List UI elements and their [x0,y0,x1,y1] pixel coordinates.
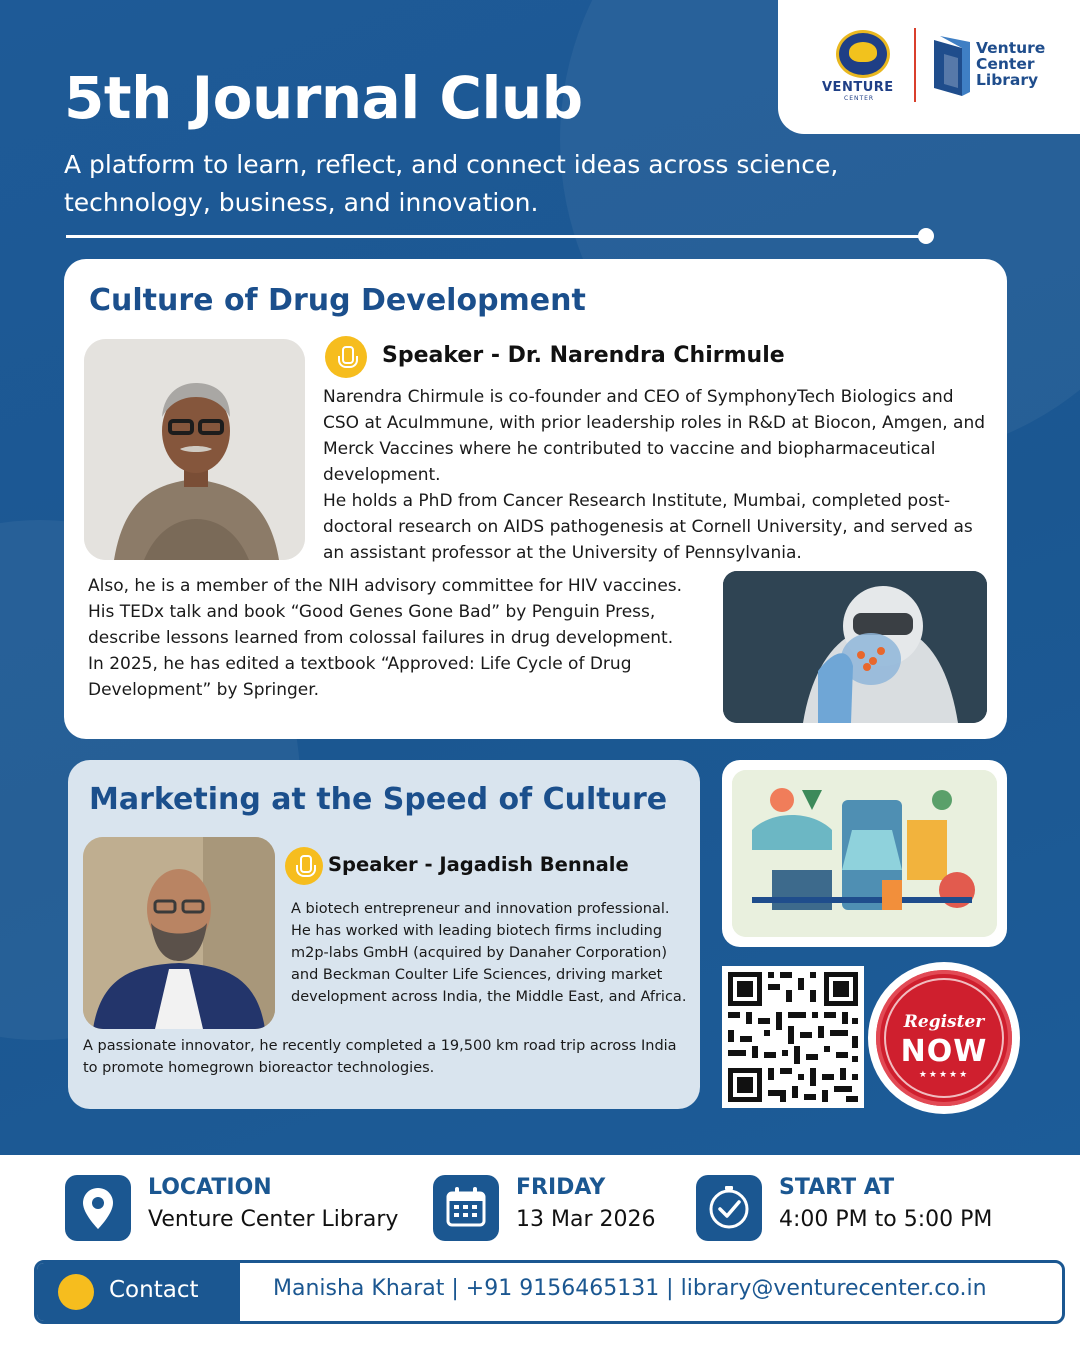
start-time-value: 4:00 PM to 5:00 PM [779,1207,993,1232]
speaker-name: Speaker - Jagadish Bennale [328,853,629,876]
register-now-label: NOW [900,1034,988,1069]
header-divider-dot [918,228,934,244]
speaker-name: Speaker - Dr. Narendra Chirmule [382,343,785,368]
page-title: 5th Journal Club [64,64,583,132]
contact-bar [34,1260,1065,1324]
speaker-bio-bottom: Also, he is a member of the NIH advisory committee for HIV vaccines. His TEDx talk and book “Good Genes Gone Bad” by Penguin Press, describe lessons learned from colossal failures in drug development. In 2025, he has edited a textbook “Approved: Life Cycle of Drug Development” by Springer. [88,576,683,700]
clock-check-icon [696,1175,762,1241]
location-pin-glyph [65,1175,131,1241]
date-value: 13 Mar 2026 [516,1207,656,1232]
venture-center-logo-subtext: CENTER [844,95,875,102]
contact-label: Contact [109,1277,199,1303]
library-logo-line: Library [976,71,1039,89]
logo-panel [778,0,1080,134]
speaker-portrait-icon [84,339,305,560]
calendar-icon [433,1175,499,1241]
speaker-portrait-icon [83,837,275,1029]
location-pin-icon [65,1175,131,1241]
register-stars: ★★★★★ [918,1070,970,1080]
speaker-bio-top: A biotech entrepreneur and innovation professional. He has worked with leading biotech firms including m2p-labs GmbH (acquired by Danaher Corporation) and Beckman Coulter Life Sciences, driving market development across India, the Middle East, and Africa. [291,901,687,1005]
registration-qr-code[interactable] [722,966,864,1108]
speaker-photo-narendra [84,339,305,560]
header-divider [66,235,928,238]
session-heading: Culture of Drug Development [89,283,586,318]
calendar-glyph [433,1175,499,1241]
contact-details[interactable]: Manisha Kharat | +91 9156465131 | library@venturecenter.co.in [273,1276,987,1301]
microphone-icon [285,847,323,885]
library-logo-line: Venture [976,39,1046,57]
library-logo-text [976,40,1045,88]
session-card-drug-development [64,259,1007,739]
contact-dot-icon [58,1274,94,1310]
register-now-button[interactable] [868,962,1020,1114]
factory-illustration-icon [732,770,997,937]
clock-check-glyph [696,1175,762,1241]
speaker-photo-jagadish [83,837,275,1029]
location-label: LOCATION [148,1175,272,1200]
logo-divider [914,28,916,102]
microphone-icon [325,336,367,378]
venture-center-logo-text: VENTURE [822,80,894,95]
bio-paragraph: Narendra Chirmule is co-founder and CEO of SymphonyTech Biologics and CSO at AcuImmune, with prior leadership roles in R&D at Biocon, Amgen, and Merck Vaccines where he contributed to vaccine and biopharmaceutical development. [323,387,986,485]
scientist-with-pills-icon [723,571,987,723]
speaker-bio-top [323,384,991,566]
day-label: FRIDAY [516,1175,606,1200]
page-subtitle: A platform to learn, reflect, and connect ideas across science, technology, business, and innovation. [64,150,839,217]
session-heading: Marketing at the Speed of Culture [89,782,668,817]
start-time-label: START AT [779,1175,895,1200]
contact-label-panel [37,1263,240,1321]
lab-scientist-photo [723,571,987,723]
bioprocess-illustration [732,770,997,937]
illustration-card [722,760,1007,947]
register-label: Register [903,1012,985,1032]
speaker-bio-bottom: A passionate innovator, he recently completed a 19,500 km road trip across India to promote homegrown bioreactor technologies. [83,1038,677,1076]
library-logo-line: Center [976,55,1035,73]
venture-center-emblem-icon [836,30,890,78]
location-value: Venture Center Library [148,1207,399,1232]
library-book-icon [932,34,972,98]
session-card-marketing [68,760,700,1109]
register-badge[interactable] [876,970,1012,1106]
bio-paragraph: He holds a PhD from Cancer Research Institute, Mumbai, completed post-doctoral research on AIDS pathogenesis at Cornell University, and served as an assistant professor at the University of Pennsylvania. [323,491,973,563]
